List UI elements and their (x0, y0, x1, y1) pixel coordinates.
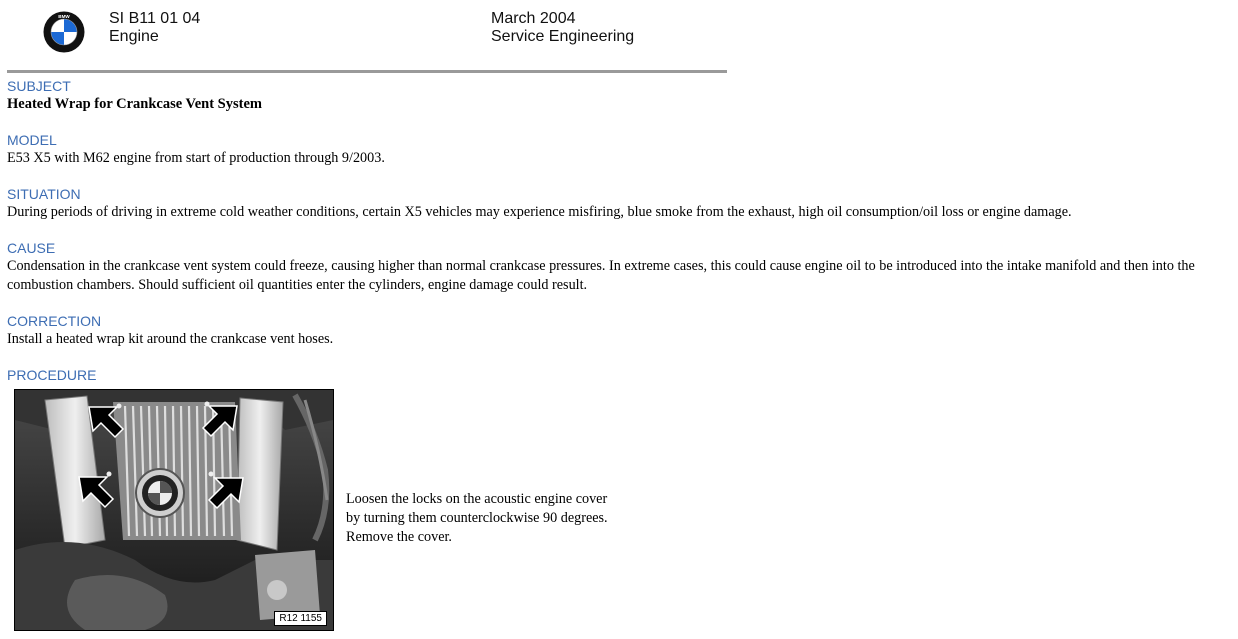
bulletin-department: Service Engineering (491, 28, 635, 45)
engine-illustration (15, 390, 333, 630)
situation-text: During periods of driving in extreme cold weather conditions, certain X5 vehicles may experience misfiring, blue smoke from the exhaust, high oil consumption/oil loss or engine damage. (7, 204, 1072, 220)
cause-text: Condensation in the crankcase vent system could freeze, causing higher than normal crankcase pressures. In extreme cases, this could cause engine oil to be introduced into the intake manifold and then into the combustion chambers. Should sufficient oil quantities enter the cylinders, engine damage could result. (7, 258, 1195, 293)
procedure-step-caption: Loosen the locks on the acoustic engine cover by turning them counterclockwise 90 degrees. Remove the cover. (346, 491, 608, 545)
model-text: E53 X5 with M62 engine from start of production through 9/2003. (7, 150, 385, 166)
svg-text:BMW: BMW (58, 13, 70, 19)
model-heading: MODEL (7, 132, 57, 148)
correction-text: Install a heated wrap kit around the crankcase vent hoses. (7, 331, 334, 347)
subject-heading: SUBJECT (7, 78, 71, 94)
cause-section (7, 240, 1234, 295)
figure-reference: R12 1155 (279, 613, 322, 624)
bmw-logo (43, 11, 85, 53)
subject-text: Heated Wrap for Crankcase Vent System (7, 96, 262, 112)
correction-heading: CORRECTION (7, 313, 102, 329)
cause-heading: CAUSE (7, 240, 56, 256)
bulletin-date: March 2004 (491, 10, 576, 27)
bulletin-number: SI B11 01 04 (109, 10, 201, 27)
bulletin-header-right (491, 10, 634, 46)
correction-section (7, 313, 1234, 349)
engine-cover-photo (14, 389, 334, 631)
header-divider (7, 70, 727, 73)
procedure-section (7, 367, 1234, 383)
subject-section (7, 78, 1234, 114)
situation-heading: SITUATION (7, 186, 81, 202)
model-section (7, 132, 1234, 168)
figure-reference-label (274, 611, 327, 626)
bulletin-group: Engine (109, 28, 159, 45)
procedure-heading: PROCEDURE (7, 367, 97, 383)
bulletin-header-left (109, 10, 200, 46)
situation-section (7, 186, 1234, 222)
